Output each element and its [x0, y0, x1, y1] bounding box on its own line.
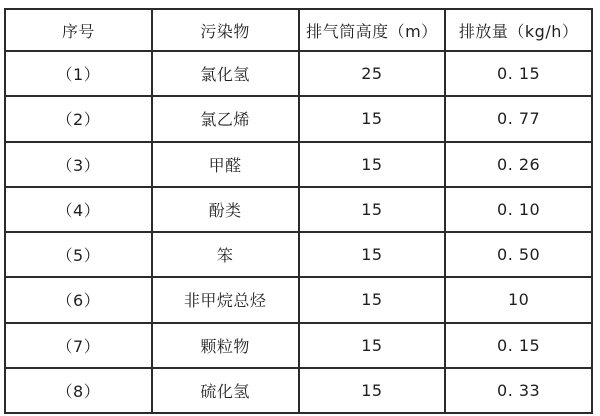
cell-pollutant: 颗粒物 — [152, 323, 299, 368]
column-header-pollutant: 污染物 — [152, 9, 299, 51]
column-header-emission-rate: 排放量（kg/h） — [445, 9, 592, 51]
cell-serial: （8） — [5, 368, 152, 413]
cell-stack-height: 15 — [299, 142, 446, 187]
table-row — [5, 277, 592, 322]
table-row — [5, 187, 592, 232]
cell-emission-rate: 0. 77 — [445, 96, 592, 141]
cell-pollutant: 氯乙烯 — [152, 96, 299, 141]
column-header-serial: 序号 — [5, 9, 152, 51]
cell-stack-height: 15 — [299, 323, 446, 368]
cell-emission-rate: 0. 15 — [445, 51, 592, 96]
cell-emission-rate: 0. 33 — [445, 368, 592, 413]
cell-pollutant: 氯化氢 — [152, 51, 299, 96]
table-row — [5, 323, 592, 368]
cell-serial: （4） — [5, 187, 152, 232]
cell-serial: （6） — [5, 277, 152, 322]
cell-emission-rate: 0. 26 — [445, 142, 592, 187]
pollutant-emission-table — [4, 8, 593, 414]
table-row — [5, 142, 592, 187]
cell-serial: （7） — [5, 323, 152, 368]
cell-stack-height: 15 — [299, 96, 446, 141]
cell-stack-height: 25 — [299, 51, 446, 96]
cell-serial: （5） — [5, 232, 152, 277]
table-row — [5, 368, 592, 413]
cell-stack-height: 15 — [299, 368, 446, 413]
cell-stack-height: 15 — [299, 232, 446, 277]
table-row — [5, 96, 592, 141]
cell-stack-height: 15 — [299, 277, 446, 322]
cell-emission-rate: 10 — [445, 277, 592, 322]
header-row — [5, 9, 592, 51]
cell-pollutant: 甲醛 — [152, 142, 299, 187]
cell-serial: （3） — [5, 142, 152, 187]
cell-serial: （1） — [5, 51, 152, 96]
cell-pollutant: 酚类 — [152, 187, 299, 232]
cell-pollutant: 硫化氢 — [152, 368, 299, 413]
cell-stack-height: 15 — [299, 187, 446, 232]
cell-pollutant: 非甲烷总烃 — [152, 277, 299, 322]
table-row — [5, 51, 592, 96]
cell-emission-rate: 0. 50 — [445, 232, 592, 277]
cell-emission-rate: 0. 10 — [445, 187, 592, 232]
cell-pollutant: 笨 — [152, 232, 299, 277]
cell-serial: （2） — [5, 96, 152, 141]
column-header-stack-height: 排气筒高度（m） — [299, 9, 446, 51]
cell-emission-rate: 0. 15 — [445, 323, 592, 368]
table-row — [5, 232, 592, 277]
